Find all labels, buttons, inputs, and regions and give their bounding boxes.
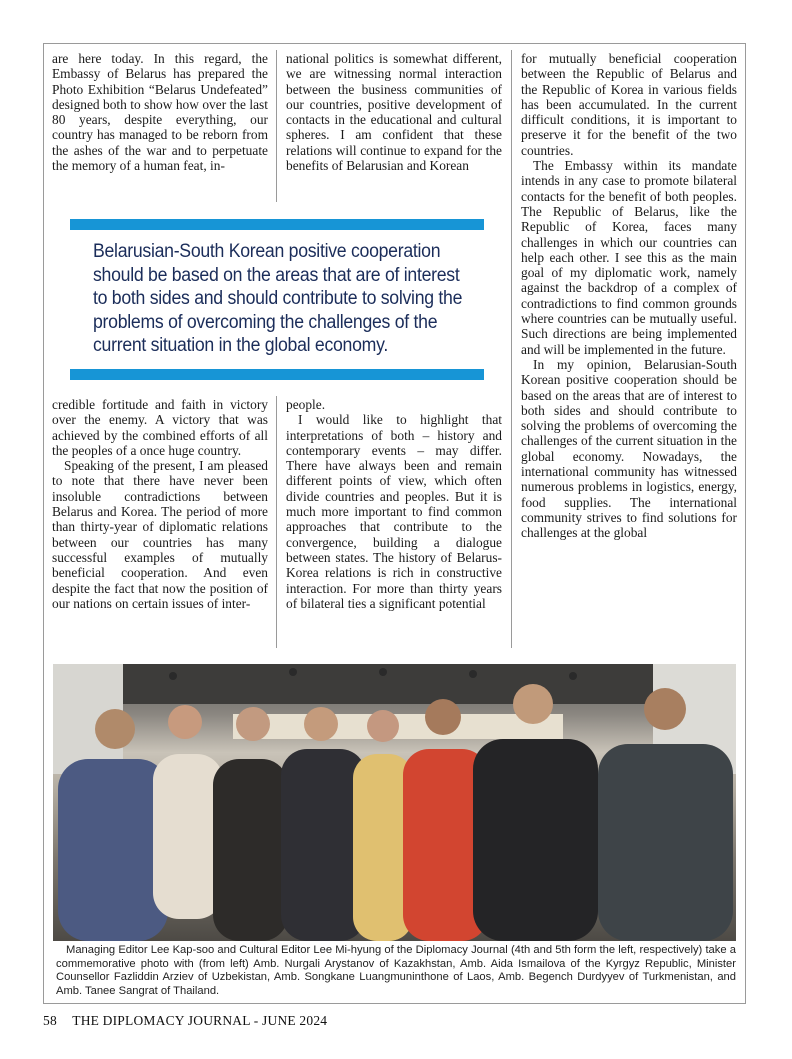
- paragraph: The Embassy within its mandate intends in any case to promote bilateral contacts for the benefit of both peoples. The Republic of Belarus, like the Republic of Korea, faces many challenges in which our countries can help each other. I see this as the main goal of my diplomatic work, namely against the backdrop of a complex of contradictions to find common grounds where countries can be mutually useful. Such directions are being implemented and will be implemented in the future.: [521, 158, 737, 357]
- column-rule: [276, 396, 277, 648]
- column-2-top: [286, 51, 502, 173]
- paragraph: I would like to highlight that interpretations of both – history and contemporary events – may differ. There have always been and remain different points of view, which often divide countries and peoples. But it is much more important to find common approaches that contribute to the convergence, building a dialogue between states. The history of Belarus-Korea relations is rich in constructive interaction. For more than thirty years of bilateral ties a significant potential: [286, 412, 502, 611]
- paragraph: for mutually beneficial cooperation between the Republic of Belarus and the Republic of Korea in various fields has been accumulated. In the current difficult conditions, it is important to preserve it for the benefit of the two countries.: [521, 51, 737, 158]
- column-1-top: [52, 51, 268, 173]
- paragraph: credible fortitude and faith in victory over the enemy. A victory that was achieved by the combined efforts of all the peoples of a once huge country.: [52, 397, 268, 458]
- photo-caption: Managing Editor Lee Kap-soo and Cultural Editor Lee Mi-hyung of the Diplomacy Journal (4th and 5th form the left, respectively) take a commemorative photo with (from left) Amb. Nurgali Arystanov of Kazakhstan, Amb. Aida Ismailova of the Kyrgyz Republic, Minister Counsellor Fazliddin Arziev of Uzbekistan, Amb. Songkane Luangmuninthone of Laos, Amb. Begench Durdyyev of Turkmenistan, and Amb. Tanee Sangrat of Thailand.: [56, 944, 736, 997]
- paragraph: people.: [286, 397, 326, 412]
- page-number: 58: [43, 1013, 57, 1028]
- pull-quote-bottom-bar: [70, 369, 484, 380]
- column-rule: [511, 50, 512, 648]
- pull-quote-top-bar: [70, 219, 484, 230]
- paragraph: Speaking of the present, I am pleased to note that there have never been insoluble contradictions between Belarus and Korea. The period of more than thirty-year of diplomatic relations between our countries has many successful examples of mutually beneficial cooperation. And even despite the fact that now the position of our nations on certain issues of inter-: [52, 458, 268, 611]
- paragraph: In my opinion, Belarusian-South Korean positive cooperation should be based on the areas that are of interest to both sides and should contribute to solving the problems of overcoming the challenges of the current situation in the global economy. Nowadays, the international community has witnessed numerous problems in logistics, energy, food supplies. The international community strives to find solutions for challenges at the global: [521, 356, 737, 541]
- column-2-bottom: [286, 397, 502, 611]
- group-photo-illustration: [53, 664, 736, 941]
- pull-quote: Belarusian-South Korean positive cooperation should be based on the areas that are of interest to both sides and should contribute to solving the problems of overcoming the challenges of the current situation in the global economy.: [93, 241, 463, 356]
- publication-title: THE DIPLOMACY JOURNAL - JUNE 2024: [72, 1013, 328, 1028]
- page-footer: [43, 1013, 327, 1029]
- paragraph: national politics is somewhat different, we are witnessing normal interaction between the business communities of our countries, positive development of contacts in the educational and cultural spheres. I am confident that these relations will continue to expand for the benefits of Belarusian and Korean: [286, 51, 502, 174]
- column-1-bottom: [52, 397, 268, 611]
- column-3: [521, 51, 737, 541]
- paragraph: are here today. In this regard, the Embassy of Belarus has prepared the Photo Exhibition “Belarus Undefeated” designed both to show how over the last 80 years, despite everything, our country has managed to be reborn from the ashes of the war and to perpetuate the memory of a human feat, in-: [52, 51, 268, 174]
- column-rule: [276, 50, 277, 202]
- group-photo: [53, 664, 736, 941]
